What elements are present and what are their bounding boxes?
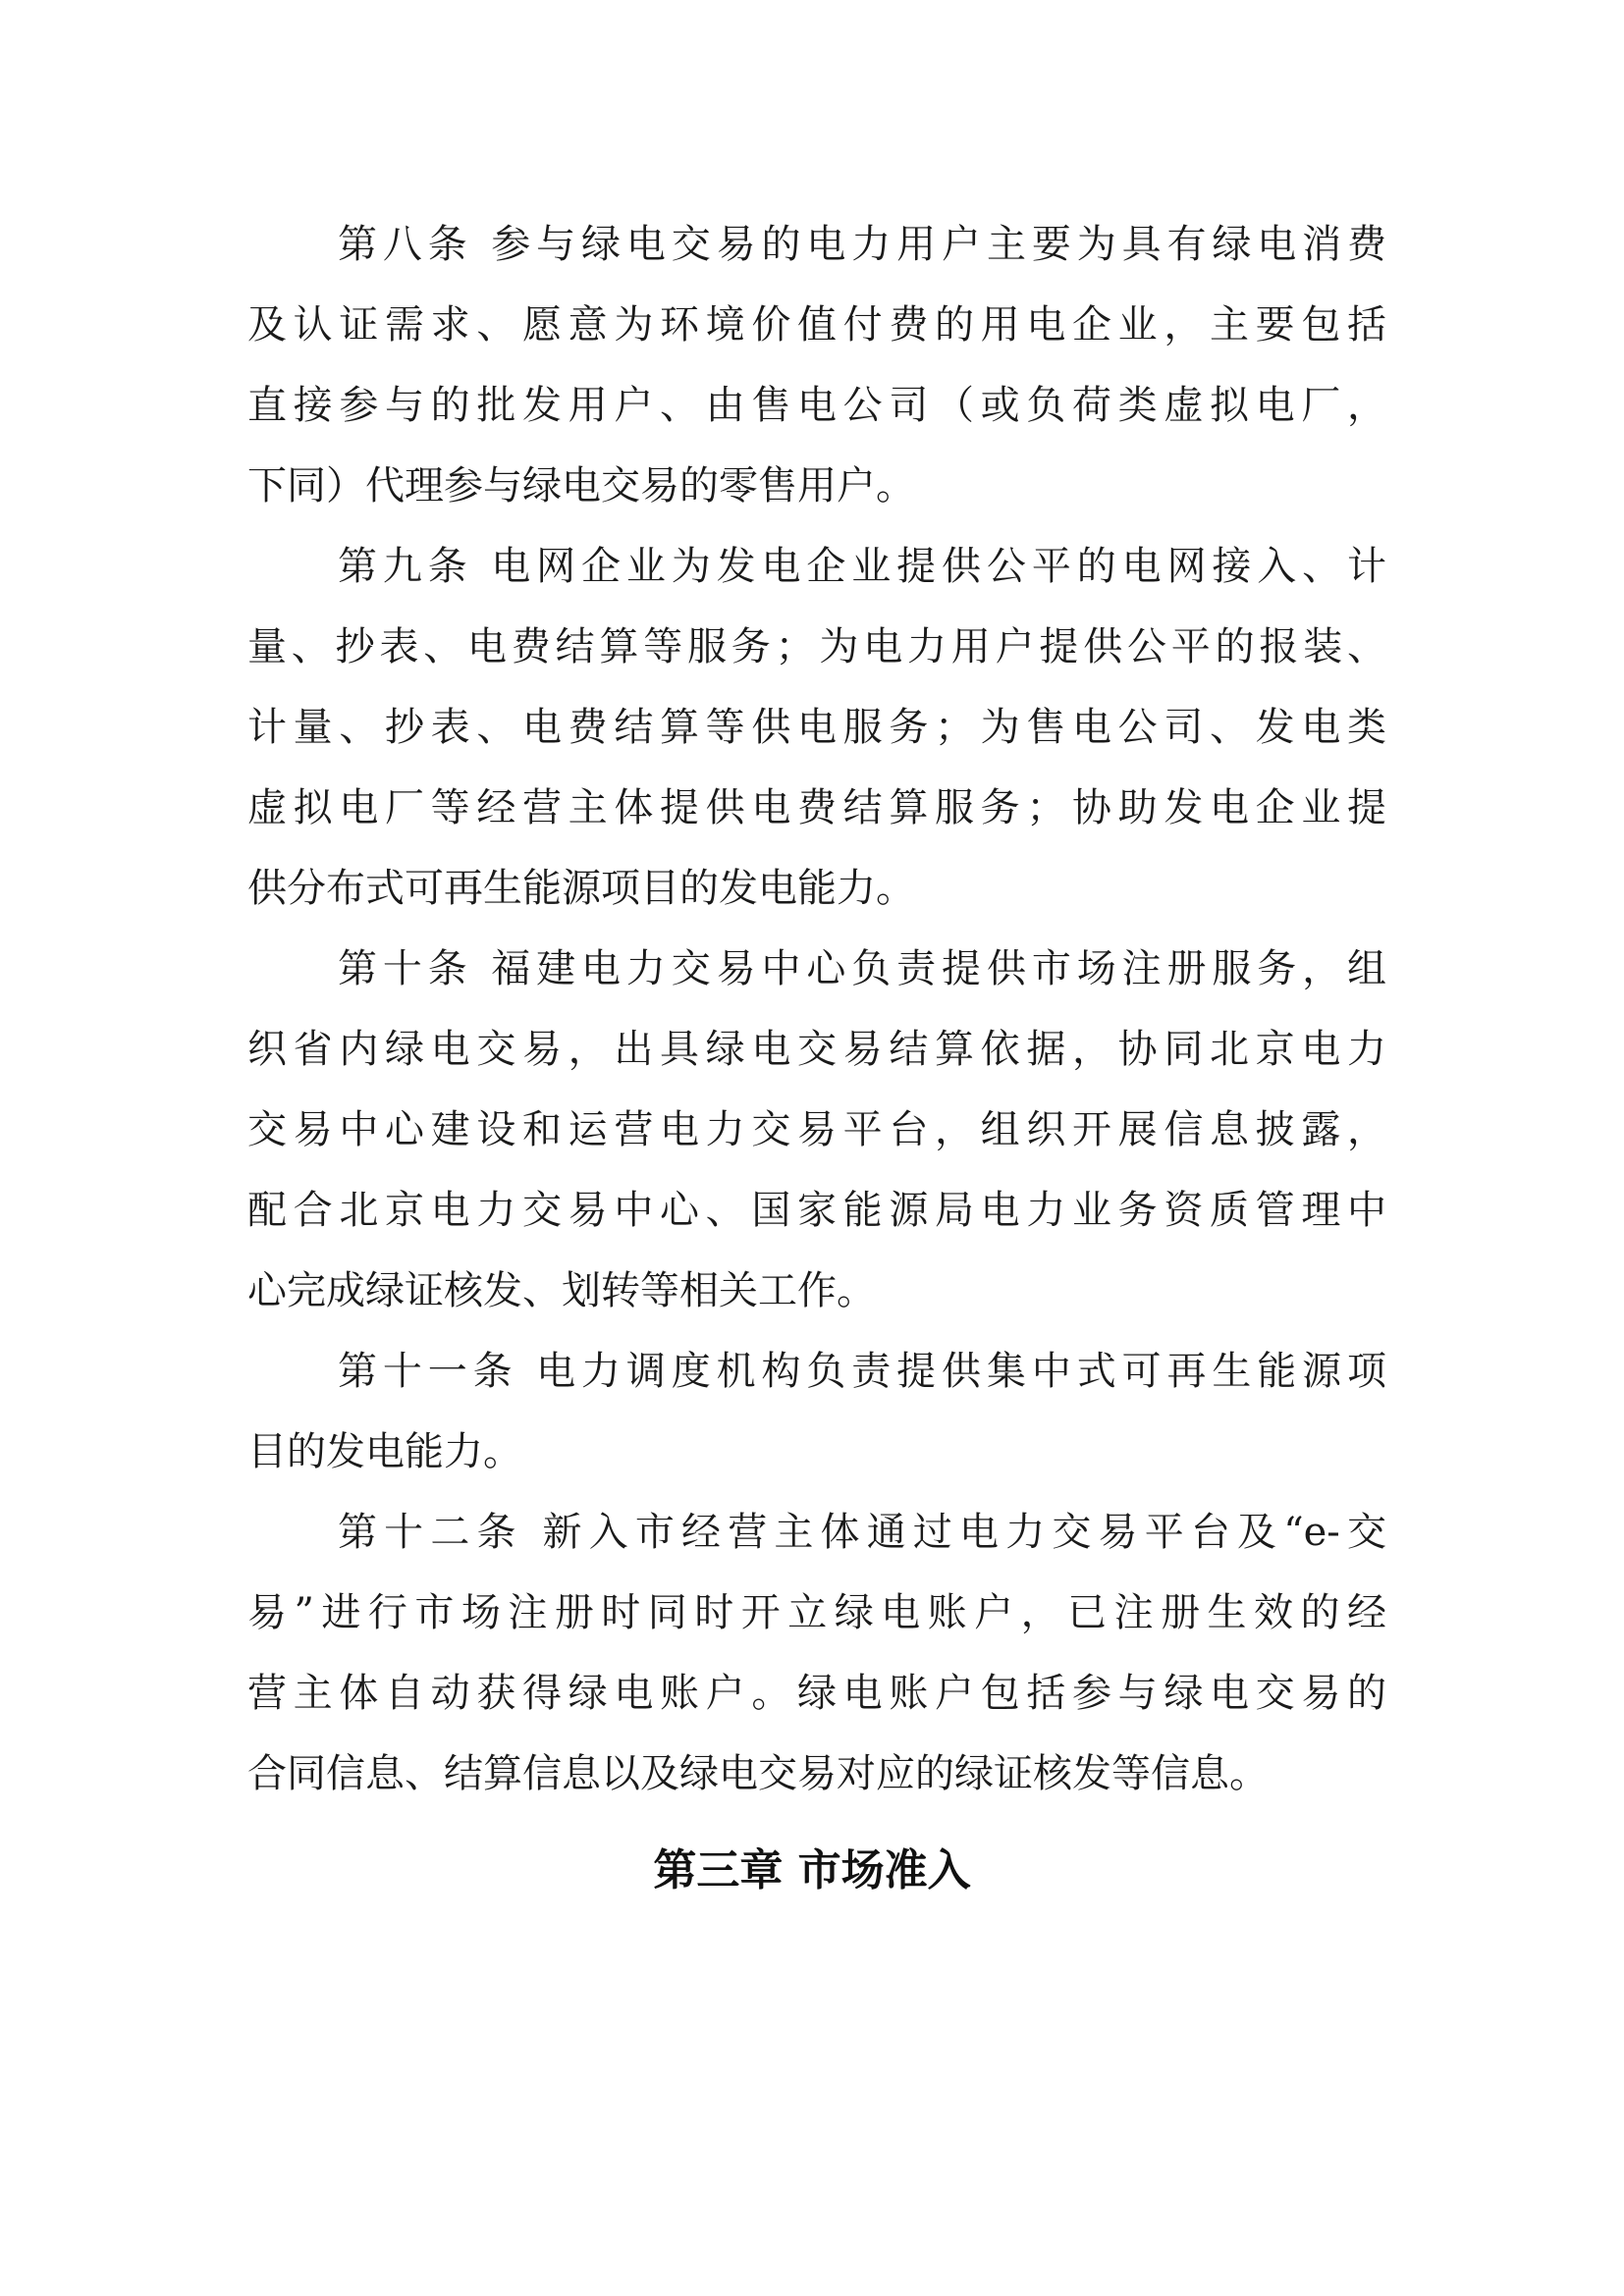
text-line: 第十一条 电力调度机构负责提供集中式可再生能源项 (338, 1349, 1386, 1394)
text-line: 直接参与的批发用户、由售电公司（或负荷类虚拟电厂， (247, 383, 1386, 428)
article-12 (247, 1492, 1386, 1814)
text-line: 织省内绿电交易，出具绿电交易结算依据，协同北京电力 (247, 1027, 1386, 1072)
text-line: 易”进行市场注册时同时开立绿电账户，已注册生效的经 (247, 1590, 1386, 1635)
chapter-title: 第三章 市场准入 (653, 1845, 971, 1896)
text-line: 下同）代理参与绿电交易的零售用户。 (247, 463, 915, 508)
text-line: 第九条 电网企业为发电企业提供公平的电网接入、计 (338, 544, 1386, 589)
text-line: 量、抄表、电费结算等服务；为电力用户提供公平的报装、 (247, 624, 1386, 669)
text-line: 及认证需求、愿意为环境价值付费的用电企业，主要包括 (247, 302, 1386, 347)
text-line: 第八条 参与绿电交易的电力用户主要为具有绿电消费 (338, 222, 1386, 267)
text-line: 交易中心建设和运营电力交易平台，组织开展信息披露， (247, 1107, 1386, 1152)
text-line: 目的发电能力。 (247, 1429, 522, 1474)
article-11 (247, 1331, 1386, 1492)
text-line: 心完成绿证核发、划转等相关工作。 (247, 1268, 876, 1313)
text-line: 营主体自动获得绿电账户。绿电账户包括参与绿电交易的 (247, 1671, 1386, 1716)
text-line: 供分布式可再生能源项目的发电能力。 (247, 866, 915, 911)
document-body (247, 204, 1386, 1814)
text-line: 配合北京电力交易中心、国家能源局电力业务资质管理中 (247, 1188, 1386, 1233)
text-line: 合同信息、结算信息以及绿电交易对应的绿证核发等信息。 (247, 1751, 1269, 1796)
text-line: 第十条 福建电力交易中心负责提供市场注册服务，组 (338, 946, 1386, 991)
article-9 (247, 526, 1386, 929)
article-10 (247, 929, 1386, 1331)
text-line: 计量、抄表、电费结算等供电服务；为售电公司、发电类 (247, 705, 1386, 750)
text-line: 虚拟电厂等经营主体提供电费结算服务；协助发电企业提 (247, 785, 1386, 830)
text-line: 第十二条 新入市经营主体通过电力交易平台及“e-交 (338, 1510, 1386, 1555)
article-8 (247, 204, 1386, 526)
